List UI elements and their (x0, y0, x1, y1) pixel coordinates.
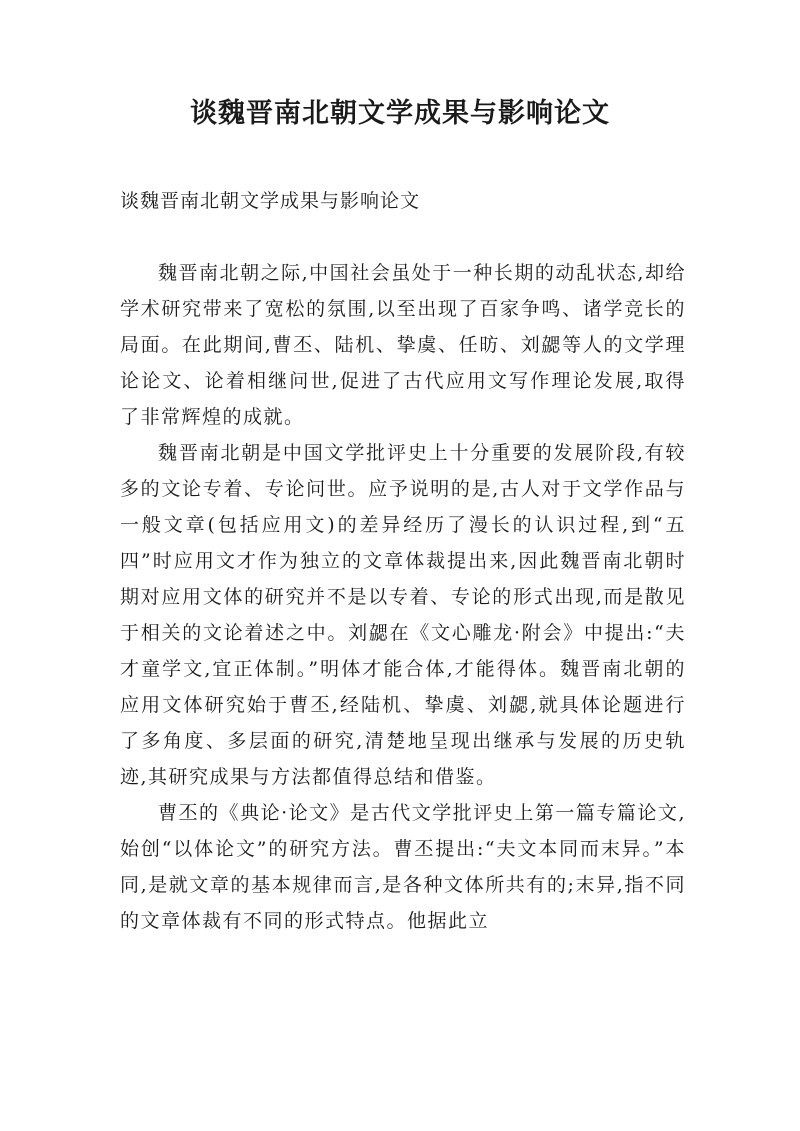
document-title: 谈魏晋南北朝文学成果与影响论文 (190, 98, 610, 129)
paragraph-3: 曹丕的《典论·论文》是古代文学批评史上第一篇专篇论文,始创“以体论文”的研究方法。曹丕提出:“夫文本同而末异。”本同,是就文章的基本规律而言,是各种文体所共有的;末异,指不同的文章体裁有不同的形式特点。他据此立 (120, 802, 686, 932)
paragraph-1: 魏晋南北朝之际,中国社会虽处于一种长期的动乱状态,却给学术研究带来了宽松的氛围,以至出现了百家争鸣、诸学竞长的局面。在此期间,曹丕、陆机、挚虞、任昉、刘勰等人的文学理论论文、论着相继问世,促进了古代应用文写作理论发展,取得了非常辉煌的成就。 (120, 262, 686, 428)
paragraph-2: 魏晋南北朝是中国文学批评史上十分重要的发展阶段,有较多的文论专着、专论问世。应予说明的是,古人对于文学作品与一般文章(包括应用文)的差异经历了漫长的认识过程,到“五四”时应用文才作为独立的文章体裁提出来,因此魏晋南北朝时期对应用文体的研究并不是以专着、专论的形式出现,而是散见于相关的文论着述之中。刘勰在《文心雕龙·附会》中提出:“夫才童学文,宜正体制。”明体才能合体,才能得体。魏晋南北朝的应用文体研究始于曹丕,经陆机、挚虞、刘勰,就具体论题进行了多角度、多层面的研究,清楚地呈现出继承与发展的历史轨迹,其研究成果与方法都值得总结和借鉴。 (120, 442, 686, 788)
document-body (120, 255, 686, 939)
document-subtitle: 谈魏晋南北朝文学成果与影响论文 (120, 190, 421, 212)
